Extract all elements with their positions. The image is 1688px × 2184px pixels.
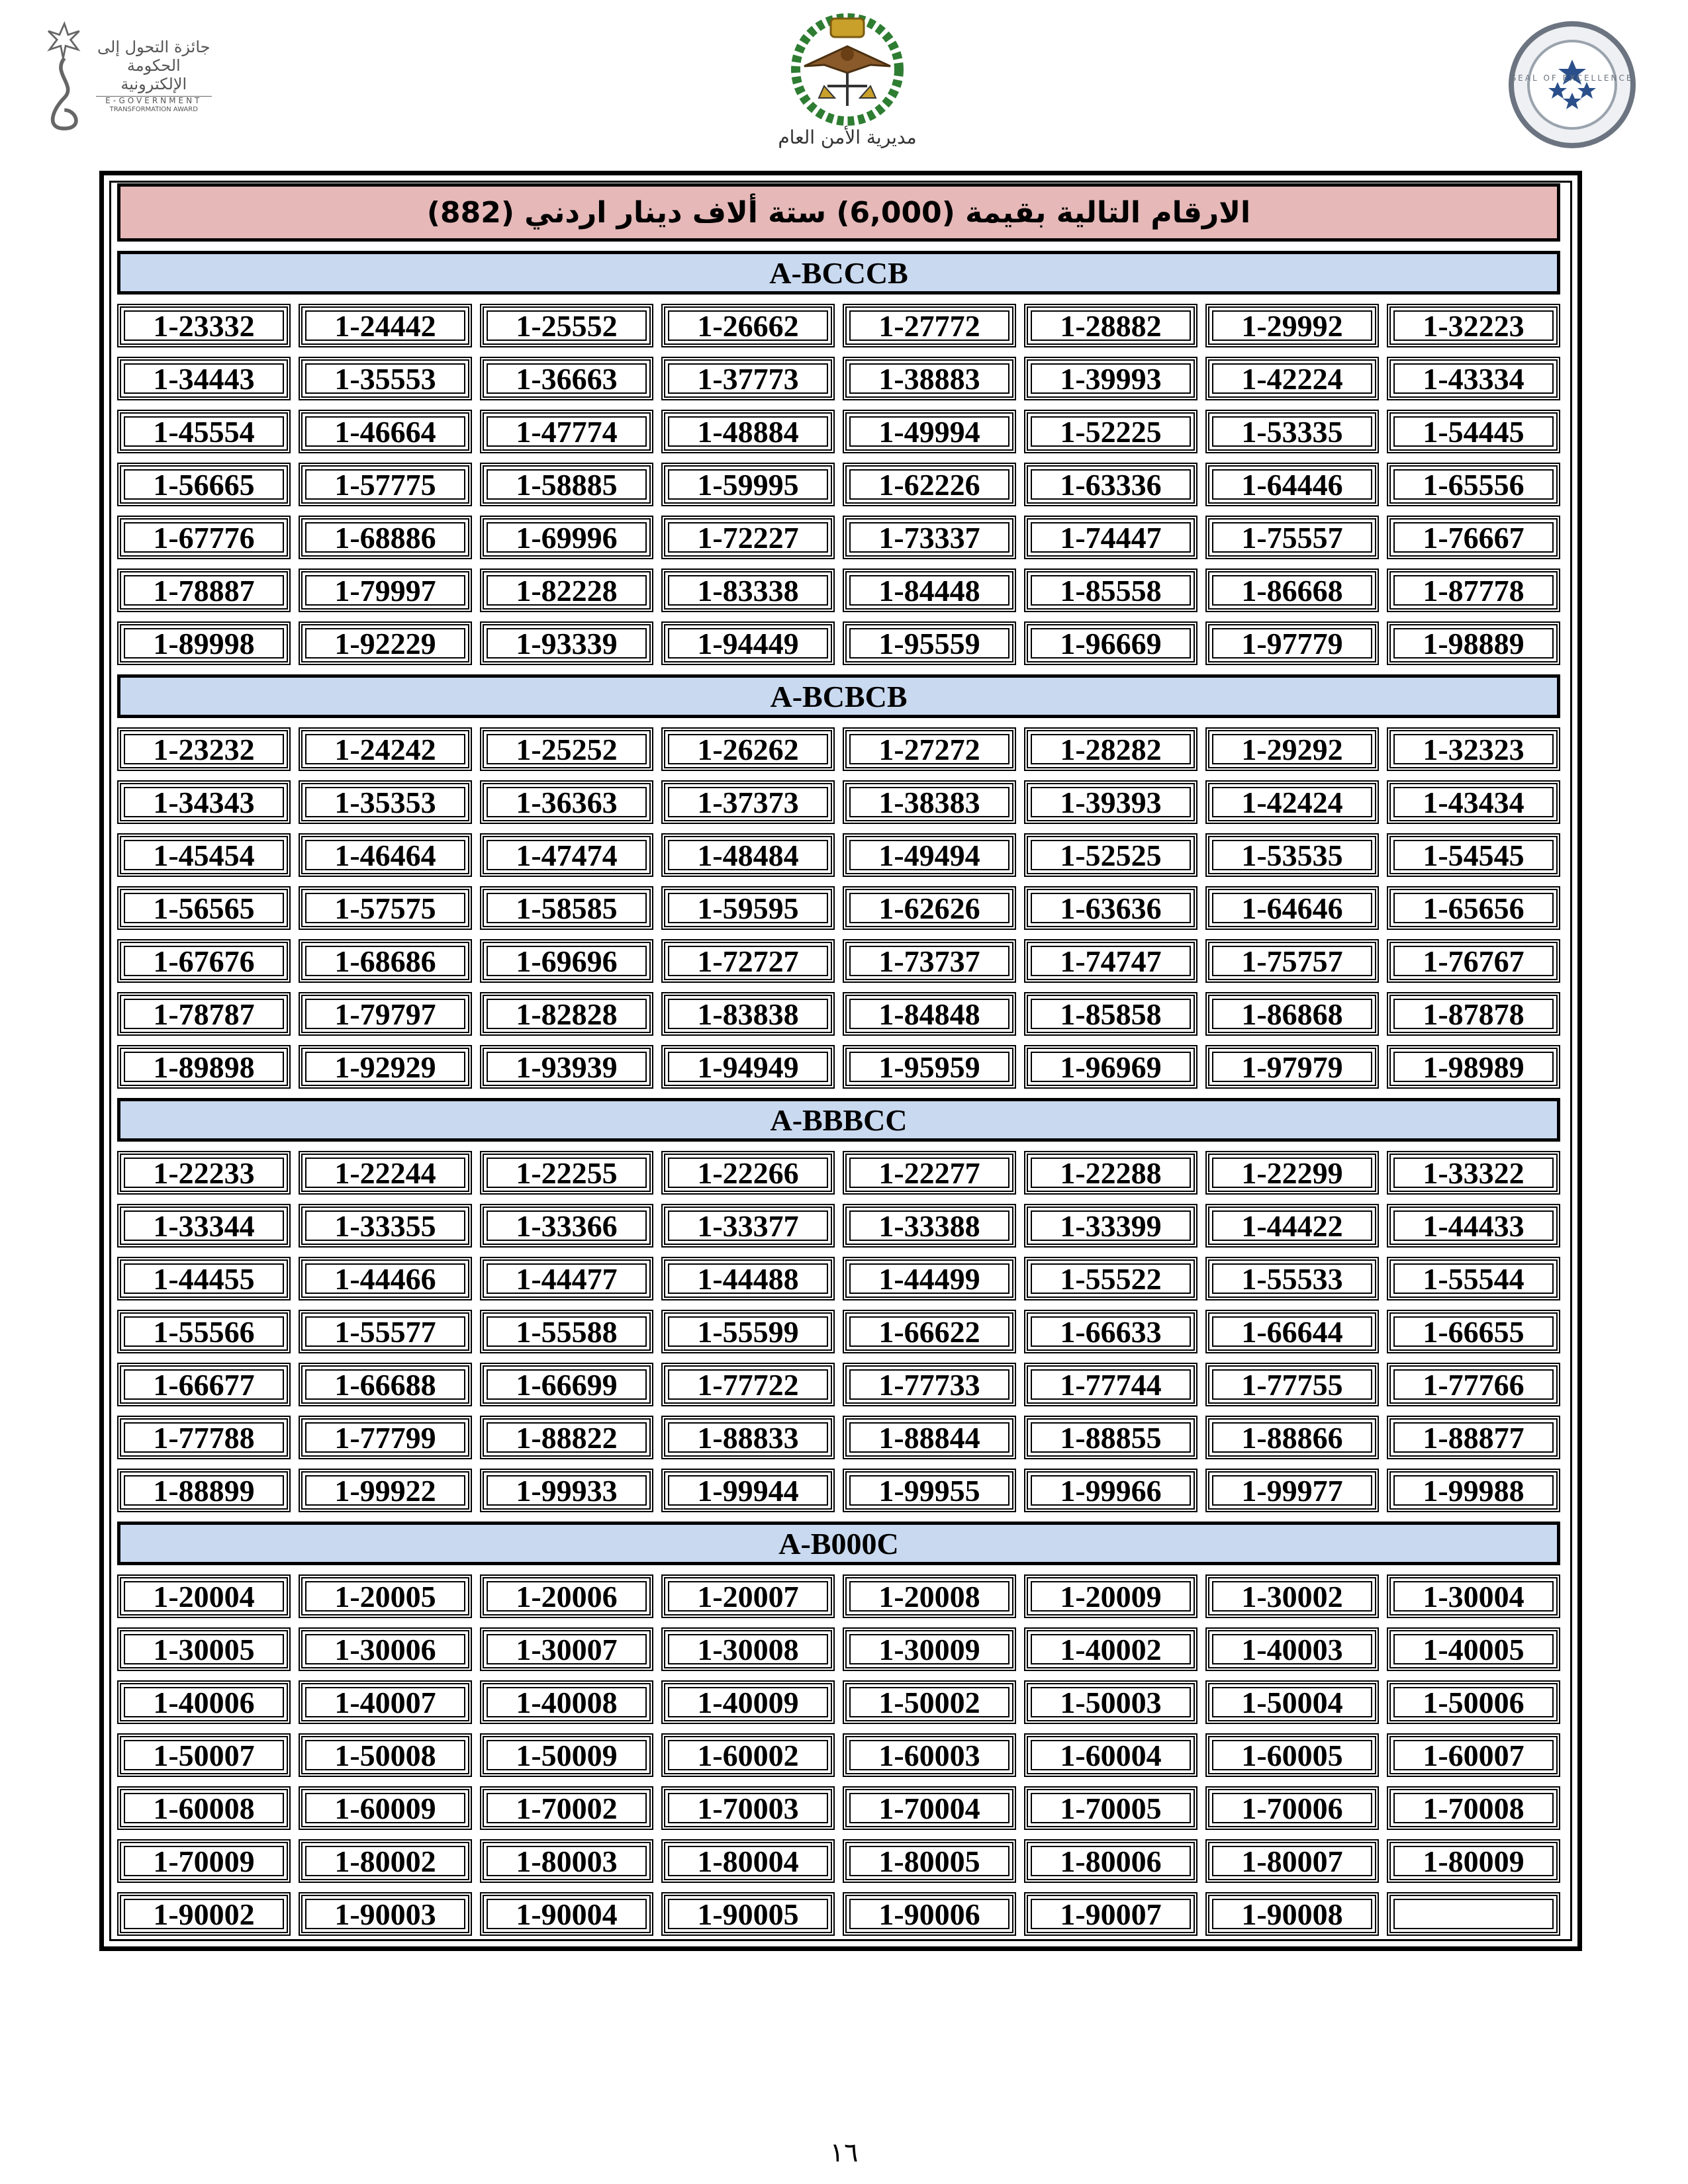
number-cell: 1-60009 [299,1786,472,1830]
number-cell: 1-50002 [843,1680,1016,1724]
number-cell: 1-30008 [661,1627,835,1671]
number-cell: 1-40006 [117,1680,291,1724]
number-cell: 1-73337 [843,516,1016,559]
number-cell: 1-27272 [843,727,1016,771]
seal-emblem-icon [1506,19,1638,151]
number-cell: 1-99966 [1024,1469,1197,1512]
number-table-frame [99,171,1582,1951]
number-cell: 1-64646 [1205,886,1379,930]
number-cell: 1-90008 [1205,1892,1379,1936]
number-cell: 1-43434 [1387,780,1560,824]
number-cell: 1-44499 [843,1257,1016,1300]
number-cell: 1-90006 [843,1892,1016,1936]
number-cell: 1-63336 [1024,463,1197,506]
number-cell: 1-52525 [1024,833,1197,877]
number-cell: 1-66633 [1024,1310,1197,1353]
number-cell: 1-60008 [117,1786,291,1830]
number-cell: 1-50008 [299,1733,472,1777]
number-cell: 1-50009 [480,1733,653,1777]
number-cell: 1-60003 [843,1733,1016,1777]
number-cell: 1-40007 [299,1680,472,1724]
number-cell: 1-40008 [480,1680,653,1724]
number-cell: 1-49494 [843,833,1016,877]
number-cell: 1-73737 [843,939,1016,983]
number-cell: 1-23332 [117,304,291,347]
number-cell: 1-33388 [843,1204,1016,1248]
number-cell: 1-80009 [1387,1839,1560,1883]
number-cell: 1-45554 [117,410,291,453]
award-line-4: TRANSFORMATION AWARD [109,106,198,114]
page-number: ١٦ [829,2138,859,2168]
number-cell: 1-89998 [117,621,291,665]
award-line-1: جائزة التحول إلى [97,38,211,57]
number-cell: 1-85558 [1024,569,1197,612]
number-cell: 1-95959 [843,1045,1016,1089]
number-cell: 1-66655 [1387,1310,1560,1353]
number-cell: 1-44477 [480,1257,653,1300]
number-cell: 1-90005 [661,1892,835,1936]
number-cell: 1-82828 [480,992,653,1036]
number-cell: 1-77788 [117,1416,291,1459]
number-cell: 1-90002 [117,1892,291,1936]
number-cell: 1-22299 [1205,1151,1379,1195]
number-cell: 1-95559 [843,621,1016,665]
number-cell: 1-22244 [299,1151,472,1195]
number-cell: 1-69696 [480,939,653,983]
number-cell: 1-35553 [299,357,472,400]
number-cell: 1-44488 [661,1257,835,1300]
number-cell: 1-99977 [1205,1469,1379,1512]
number-cell: 1-96669 [1024,621,1197,665]
number-cell: 1-99922 [299,1469,472,1512]
number-cell: 1-42424 [1205,780,1379,824]
number-cell: 1-99944 [661,1469,835,1512]
number-cell: 1-77766 [1387,1363,1560,1406]
number-cell: 1-78787 [117,992,291,1036]
number-cell: 1-84448 [843,569,1016,612]
number-cell: 1-62626 [843,886,1016,930]
number-cell: 1-65556 [1387,463,1560,506]
number-cell: 1-70004 [843,1786,1016,1830]
number-cell: 1-87778 [1387,569,1560,612]
number-cell: 1-85858 [1024,992,1197,1036]
number-cell: 1-22288 [1024,1151,1197,1195]
number-cell: 1-20004 [117,1574,291,1618]
number-grid [117,1574,1560,1936]
number-cell: 1-70002 [480,1786,653,1830]
number-cell: 1-94949 [661,1045,835,1089]
number-cell: 1-34343 [117,780,291,824]
number-cell: 1-65656 [1387,886,1560,930]
number-cell: 1-47474 [480,833,653,877]
number-cell: 1-82228 [480,569,653,612]
number-cell: 1-45454 [117,833,291,877]
number-cell: 1-33377 [661,1204,835,1248]
number-cell: 1-38883 [843,357,1016,400]
number-cell: 1-22233 [117,1151,291,1195]
number-cell: 1-96969 [1024,1045,1197,1089]
number-cell: 1-37373 [661,780,835,824]
number-cell: 1-83338 [661,569,835,612]
number-cell: 1-58585 [480,886,653,930]
number-cell: 1-66644 [1205,1310,1379,1353]
number-cell: 1-30005 [117,1627,291,1671]
number-cell: 1-88899 [117,1469,291,1512]
number-cell: 1-29992 [1205,304,1379,347]
number-cell: 1-70008 [1387,1786,1560,1830]
number-cell: 1-97779 [1205,621,1379,665]
number-cell: 1-70005 [1024,1786,1197,1830]
number-cell: 1-24242 [299,727,472,771]
number-cell: 1-29292 [1205,727,1379,771]
number-cell: 1-75757 [1205,939,1379,983]
number-cell: 1-99933 [480,1469,653,1512]
number-cell: 1-64446 [1205,463,1379,506]
number-cell: 1-20006 [480,1574,653,1618]
number-cell: 1-98989 [1387,1045,1560,1089]
number-grid [117,727,1560,1089]
number-cell: 1-42224 [1205,357,1379,400]
number-cell: 1-77744 [1024,1363,1197,1406]
number-cell: 1-93339 [480,621,653,665]
number-cell: 1-20009 [1024,1574,1197,1618]
number-cell: 1-56565 [117,886,291,930]
number-cell: 1-72227 [661,516,835,559]
number-cell: 1-24442 [299,304,472,347]
number-cell: 1-23232 [117,727,291,771]
sections-container [117,251,1560,1945]
number-cell: 1-30006 [299,1627,472,1671]
number-cell: 1-80007 [1205,1839,1379,1883]
number-cell: 1-39993 [1024,357,1197,400]
number-cell: 1-70003 [661,1786,835,1830]
number-cell: 1-66677 [117,1363,291,1406]
number-cell [1387,1892,1560,1936]
number-cell: 1-46664 [299,410,472,453]
number-cell: 1-22277 [843,1151,1016,1195]
number-cell: 1-77799 [299,1416,472,1459]
number-cell: 1-36363 [480,780,653,824]
number-cell: 1-43334 [1387,357,1560,400]
number-cell: 1-25252 [480,727,653,771]
number-cell: 1-35353 [299,780,472,824]
number-cell: 1-40009 [661,1680,835,1724]
number-cell: 1-55566 [117,1310,291,1353]
number-cell: 1-22266 [661,1151,835,1195]
number-cell: 1-88877 [1387,1416,1560,1459]
number-cell: 1-38383 [843,780,1016,824]
number-cell: 1-97979 [1205,1045,1379,1089]
number-cell: 1-68886 [299,516,472,559]
section-header: A-B000C [117,1522,1560,1565]
number-cell: 1-20007 [661,1574,835,1618]
number-cell: 1-30007 [480,1627,653,1671]
number-cell: 1-47774 [480,410,653,453]
number-cell: 1-37773 [661,357,835,400]
number-cell: 1-20008 [843,1574,1016,1618]
number-cell: 1-40002 [1024,1627,1197,1671]
number-cell: 1-77722 [661,1363,835,1406]
number-cell: 1-32323 [1387,727,1560,771]
number-cell: 1-86868 [1205,992,1379,1036]
number-cell: 1-92929 [299,1045,472,1089]
number-cell: 1-49994 [843,410,1016,453]
number-cell: 1-55522 [1024,1257,1197,1300]
number-cell: 1-66688 [299,1363,472,1406]
number-cell: 1-77733 [843,1363,1016,1406]
number-cell: 1-90003 [299,1892,472,1936]
number-cell: 1-67776 [117,516,291,559]
number-cell: 1-48884 [661,410,835,453]
number-cell: 1-59995 [661,463,835,506]
number-cell: 1-76767 [1387,939,1560,983]
public-security-logo [771,13,923,156]
number-cell: 1-80002 [299,1839,472,1883]
seal-caption: SEAL OF EXCELLENCE [1511,73,1634,83]
number-cell: 1-33366 [480,1204,653,1248]
number-cell: 1-98889 [1387,621,1560,665]
number-cell: 1-88822 [480,1416,653,1459]
number-cell: 1-55588 [480,1310,653,1353]
number-cell: 1-80006 [1024,1839,1197,1883]
award-line-3: E-GOVERNMENT [96,96,212,106]
number-cell: 1-74447 [1024,516,1197,559]
number-cell: 1-52225 [1024,410,1197,453]
number-cell: 1-79997 [299,569,472,612]
number-cell: 1-79797 [299,992,472,1036]
number-cell: 1-88833 [661,1416,835,1459]
number-cell: 1-44422 [1205,1204,1379,1248]
number-grid [117,304,1560,665]
number-cell: 1-50006 [1387,1680,1560,1724]
number-cell: 1-66699 [480,1363,653,1406]
number-cell: 1-26662 [661,304,835,347]
number-cell: 1-94449 [661,621,835,665]
number-cell: 1-22255 [480,1151,653,1195]
award-line-2: الحكومة الإلكترونية [120,56,187,93]
number-cell: 1-40003 [1205,1627,1379,1671]
number-cell: 1-84848 [843,992,1016,1036]
number-cell: 1-57775 [299,463,472,506]
number-cell: 1-99955 [843,1469,1016,1512]
number-cell: 1-89898 [117,1045,291,1089]
number-cell: 1-88844 [843,1416,1016,1459]
number-cell: 1-66622 [843,1310,1016,1353]
number-cell: 1-69996 [480,516,653,559]
number-cell: 1-59595 [661,886,835,930]
number-cell: 1-77755 [1205,1363,1379,1406]
public-security-caption: مديرية الأمن العام [778,126,917,148]
number-cell: 1-28282 [1024,727,1197,771]
number-cell: 1-57575 [299,886,472,930]
number-cell: 1-60004 [1024,1733,1197,1777]
section-header: A-BBBCC [117,1098,1560,1142]
number-cell: 1-33322 [1387,1151,1560,1195]
number-cell: 1-80005 [843,1839,1016,1883]
number-cell: 1-44466 [299,1257,472,1300]
number-grid [117,1151,1560,1512]
number-cell: 1-67676 [117,939,291,983]
number-cell: 1-33399 [1024,1204,1197,1248]
number-cell: 1-62226 [843,463,1016,506]
number-cell: 1-68686 [299,939,472,983]
number-cell: 1-74747 [1024,939,1197,983]
number-cell: 1-72727 [661,939,835,983]
page-title-text: الارقام التالية بقيمة (6,000) ستة ألاف دينار اردني (882) [426,195,1251,230]
number-cell: 1-25552 [480,304,653,347]
number-cell: 1-40005 [1387,1627,1560,1671]
number-cell: 1-50007 [117,1733,291,1777]
number-cell: 1-60007 [1387,1733,1560,1777]
number-cell: 1-75557 [1205,516,1379,559]
number-cell: 1-34443 [117,357,291,400]
number-cell: 1-30002 [1205,1574,1379,1618]
number-cell: 1-90004 [480,1892,653,1936]
number-cell: 1-70006 [1205,1786,1379,1830]
number-cell: 1-86668 [1205,569,1379,612]
number-cell: 1-33344 [117,1204,291,1248]
number-cell: 1-58885 [480,463,653,506]
number-cell: 1-54545 [1387,833,1560,877]
eagle-emblem-icon [778,13,917,126]
number-cell: 1-83838 [661,992,835,1036]
number-cell: 1-78887 [117,569,291,612]
number-cell: 1-53335 [1205,410,1379,453]
number-cell: 1-55577 [299,1310,472,1353]
number-cell: 1-30004 [1387,1574,1560,1618]
number-cell: 1-90007 [1024,1892,1197,1936]
seal-of-excellence-logo [1503,19,1642,151]
number-cell: 1-63636 [1024,886,1197,930]
number-cell: 1-54445 [1387,410,1560,453]
award-emblem-icon [40,13,89,139]
egov-award-logo [40,13,212,159]
section-header: A-BCBCB [117,674,1560,718]
number-cell: 1-44433 [1387,1204,1560,1248]
number-cell: 1-55533 [1205,1257,1379,1300]
section-header: A-BCCCB [117,251,1560,295]
number-cell: 1-99988 [1387,1469,1560,1512]
number-cell: 1-60002 [661,1733,835,1777]
number-cell: 1-50004 [1205,1680,1379,1724]
number-cell: 1-88855 [1024,1416,1197,1459]
number-cell: 1-80004 [661,1839,835,1883]
number-cell: 1-93939 [480,1045,653,1089]
page-title [117,183,1560,242]
number-cell: 1-55544 [1387,1257,1560,1300]
number-cell: 1-30009 [843,1627,1016,1671]
number-cell: 1-46464 [299,833,472,877]
number-cell: 1-70009 [117,1839,291,1883]
number-cell: 1-20005 [299,1574,472,1618]
number-cell: 1-32223 [1387,304,1560,347]
number-cell: 1-26262 [661,727,835,771]
number-cell: 1-60005 [1205,1733,1379,1777]
number-cell: 1-76667 [1387,516,1560,559]
number-cell: 1-55599 [661,1310,835,1353]
number-cell: 1-36663 [480,357,653,400]
number-cell: 1-50003 [1024,1680,1197,1724]
number-cell: 1-28882 [1024,304,1197,347]
number-cell: 1-80003 [480,1839,653,1883]
number-cell: 1-44455 [117,1257,291,1300]
number-cell: 1-33355 [299,1204,472,1248]
number-cell: 1-56665 [117,463,291,506]
number-cell: 1-87878 [1387,992,1560,1036]
number-cell: 1-53535 [1205,833,1379,877]
number-cell: 1-39393 [1024,780,1197,824]
number-cell: 1-27772 [843,304,1016,347]
number-cell: 1-48484 [661,833,835,877]
number-cell: 1-88866 [1205,1416,1379,1459]
number-cell: 1-92229 [299,621,472,665]
